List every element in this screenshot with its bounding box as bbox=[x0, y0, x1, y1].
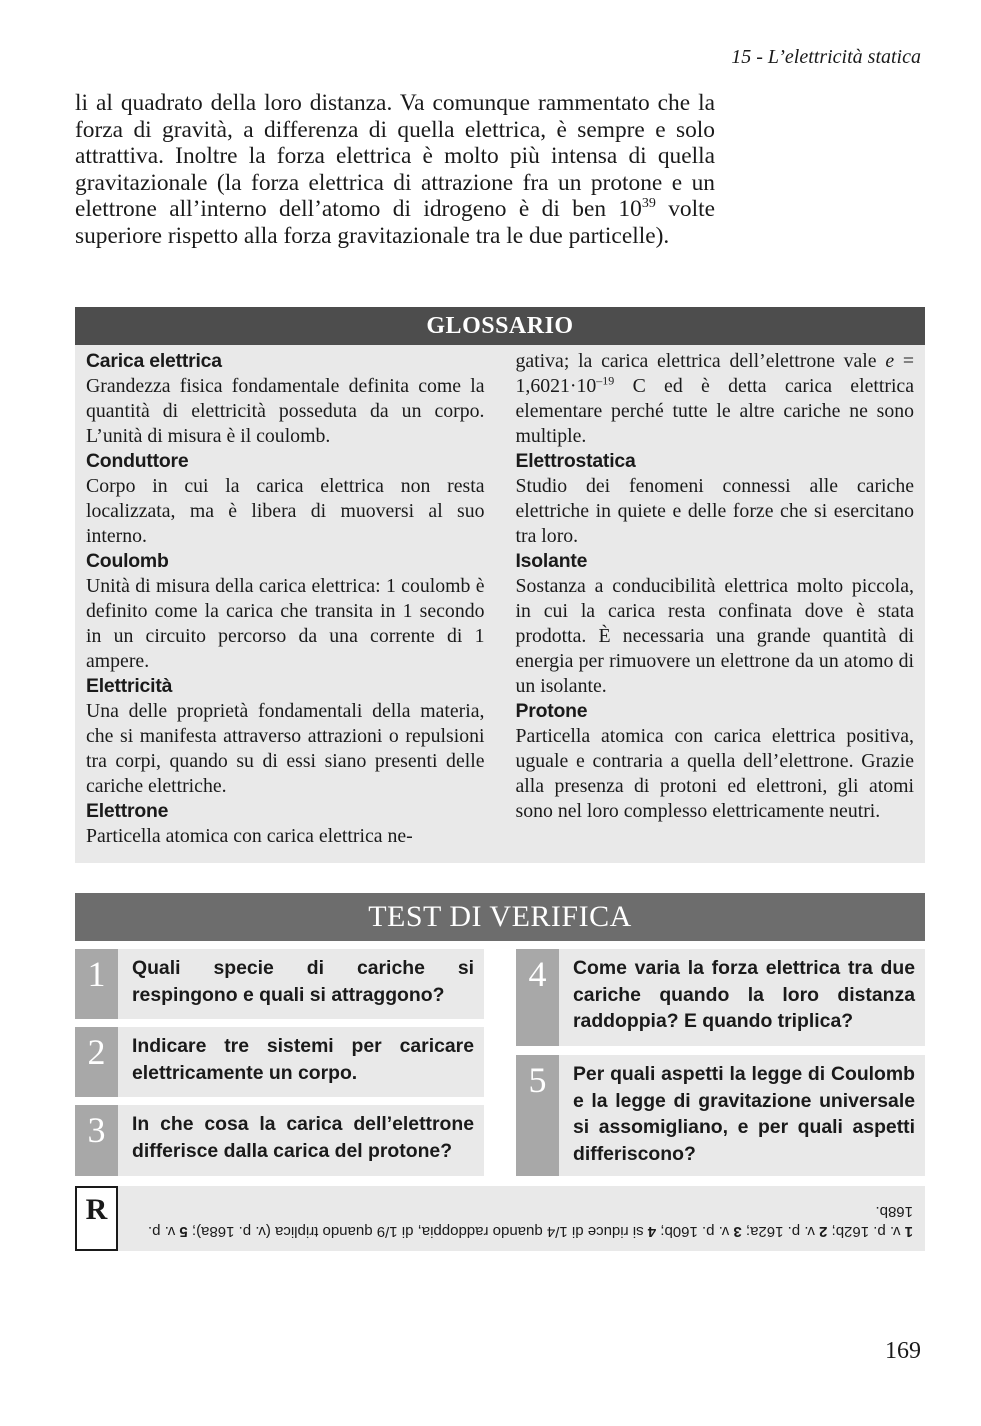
glossary-term: Elettrone bbox=[86, 800, 169, 822]
glossary-title: GLOSSARIO bbox=[75, 307, 925, 345]
glossary-definition bbox=[516, 349, 915, 449]
glossary-left-column bbox=[86, 349, 485, 849]
answers-label: R bbox=[75, 1186, 118, 1251]
glossary-box bbox=[75, 307, 925, 863]
intro-exponent: 39 bbox=[641, 196, 656, 212]
question-5 bbox=[516, 1055, 925, 1176]
charge-symbol: e bbox=[885, 350, 895, 372]
intro-text-a: li al quadrato della loro distanza. Va comunque rammentato che la forza di gravità, a differenza di quella elettrica, è sempre e solo attrattiva. Inoltre la forza elettrica è molto più intensa di quella gravitazionale (la forza elettrica di attrazione fra un protone e un elettrone all’interno dell’atomo di idrogeno è di ben 10 bbox=[75, 90, 715, 223]
question-text: Quali specie di cariche si respingono e quali si attraggono? bbox=[132, 957, 474, 1006]
continuation-exponent: –19 bbox=[596, 373, 615, 388]
glossary-definition: Particella atomica con carica elettrica positiva, uguale e contraria a quella dell’elettrone. Grazie alla presenza di protoni ed elettroni, gli atomi sono nel loro complesso elettricamente neutri. bbox=[515, 725, 914, 822]
glossary-term: Protone bbox=[515, 700, 588, 722]
page-number: 169 bbox=[885, 1338, 921, 1364]
continuation-before: gativa; la carica elettrica dell’elettrone vale bbox=[515, 350, 886, 372]
glossary-definition: Unità di misura della carica elettrica: 1 coulomb è definito come la carica che transita in 1 secondo in un circuito percorso da una corrente di 1 ampere. bbox=[86, 575, 485, 672]
glossary-right-column bbox=[516, 349, 915, 849]
glossary-entry bbox=[86, 674, 485, 799]
question-text: Indicare tre sistemi per caricare elettricamente un corpo. bbox=[132, 1035, 474, 1084]
glossary-definition: Grandezza fisica fondamentale definita come la quantità di elettricità posseduta da un corpo. L’unità di misura è il coulomb. bbox=[86, 375, 485, 447]
glossary-entry bbox=[516, 699, 915, 824]
test-title: TEST DI VERIFICA bbox=[75, 893, 925, 941]
glossary-term: Isolante bbox=[515, 550, 588, 572]
answers-text-upside-down: 1 v. p. 162b; 2 v. p. 162a; 3 v. p. 160b; 4 si riduce di 1/4 quando raddoppia, di 1/9 quando triplica (v. p. 168a); 5 v. p. 168b. bbox=[118, 1186, 925, 1251]
glossary-term: Conduttore bbox=[86, 450, 189, 472]
question-number: 1 bbox=[75, 949, 118, 1019]
glossary-term: Elettrostatica bbox=[515, 450, 636, 472]
glossary-definition: Sostanza a conducibilità elettrica molto piccola, in cui la carica resta confinata dove è stata prodotta. È necessaria una grande quantità di energia per rimuovere un elettrone da un atomo di un isolante. bbox=[515, 575, 914, 697]
question-number: 4 bbox=[516, 949, 559, 1046]
glossary-entry-continuation bbox=[516, 349, 915, 449]
question-text: In che cosa la carica dell’elettrone differisce dalla carica del protone? bbox=[132, 1113, 474, 1162]
glossary-definition: Corpo in cui la carica elettrica non resta localizzata, ma è libera di muoversi al suo interno. bbox=[86, 475, 485, 547]
glossary-definition: Studio dei fenomeni connessi alle cariche elettriche in quiete e delle forze che si esercitano tra loro. bbox=[515, 475, 914, 547]
glossary-entry bbox=[516, 549, 915, 699]
glossary-entry bbox=[86, 549, 485, 674]
glossary-entry bbox=[516, 449, 915, 549]
question-number: 2 bbox=[75, 1027, 118, 1097]
question-4 bbox=[516, 949, 925, 1046]
intro-paragraph bbox=[75, 90, 715, 250]
glossary-term: Carica elettrica bbox=[86, 350, 222, 372]
question-1 bbox=[75, 949, 484, 1019]
glossary-entry bbox=[86, 349, 485, 449]
question-text: Come varia la forza elettrica tra due cariche quando la loro distanza raddoppia? E quando triplica? bbox=[573, 957, 915, 1033]
running-head: 15 - L’elettricità statica bbox=[731, 46, 921, 68]
question-2 bbox=[75, 1027, 484, 1097]
question-3 bbox=[75, 1105, 484, 1176]
glossary-term: Elettricità bbox=[86, 675, 173, 697]
answers-box bbox=[75, 1186, 925, 1251]
question-text: Per quali aspetti la legge di Coulomb e la legge di gravitazione universale si assomigliano, e per quali aspetti differiscono? bbox=[573, 1063, 915, 1165]
glossary-entry bbox=[86, 449, 485, 549]
continuation-after: C ed è detta carica elettrica elementare perché tutte le altre cariche ne sono multiple. bbox=[515, 375, 914, 447]
question-number: 5 bbox=[516, 1055, 559, 1176]
intro-text-b: volte superiore rispetto alla forza gravitazionale tra le due particelle). bbox=[75, 196, 715, 249]
glossary-entry bbox=[86, 799, 485, 849]
continuation-middle: = 1,6021·10 bbox=[515, 350, 915, 397]
test-section bbox=[75, 893, 925, 941]
glossary-term: Coulomb bbox=[86, 550, 169, 572]
glossary-definition: Particella atomica con carica elettrica ne- bbox=[86, 825, 413, 847]
glossary-definition: Una delle proprietà fondamentali della materia, che si manifesta attraverso attrazioni o repulsioni tra corpi, quando su di essi siano presenti delle cariche elettriche. bbox=[86, 700, 485, 797]
question-number: 3 bbox=[75, 1105, 118, 1176]
